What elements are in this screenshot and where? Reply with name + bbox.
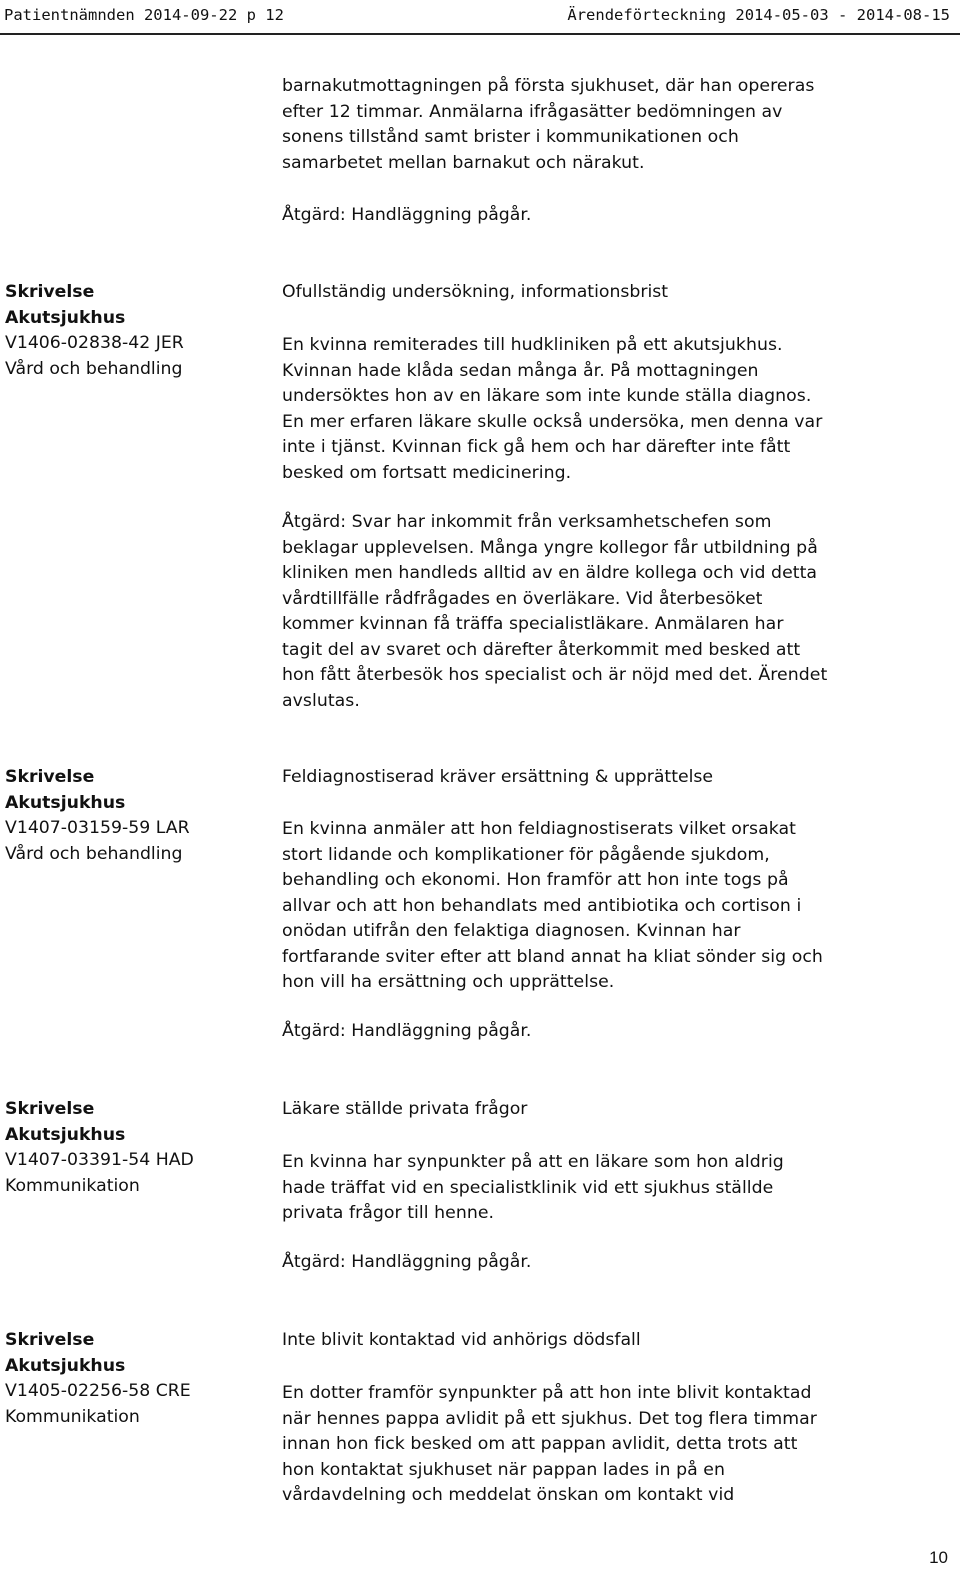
case-line: vårdavdelning och meddelat önskan om kontakt vid <box>282 1485 735 1505</box>
header-divider <box>0 33 960 35</box>
action-line: tagit del av svaret och därefter återkommit med besked att <box>282 639 801 660</box>
case-action <box>282 510 932 714</box>
case-type: Skrivelse <box>5 282 95 302</box>
case-line: En kvinna har synpunkter på att en läkare som hon aldrig <box>282 1152 784 1172</box>
case-id: V1405-02256-58 CRE <box>5 1381 191 1401</box>
case-action: Åtgärd: Handläggning pågår. <box>282 1252 532 1272</box>
page-header <box>0 0 960 38</box>
case-description <box>282 333 932 486</box>
case-line: fortfarande sviter efter att bland annat ha kliat sönder sig och <box>282 946 823 967</box>
case-meta <box>5 765 265 867</box>
case-meta <box>5 1097 265 1199</box>
action-line: beklagar upplevelsen. Många yngre kollegor får utbildning på <box>282 537 818 558</box>
action-line: vårdtillfälle rådfrågades en överläkare. Vid återbesöket <box>282 588 763 609</box>
case-line: hon vill ha ersättning och upprättelse. <box>282 972 615 992</box>
intro-text <box>282 74 932 176</box>
action-line: hon fått återbesök hos specialist och är nöjd med det. Ärendet <box>282 665 828 685</box>
case-title: Inte blivit kontaktad vid anhörigs dödsfall <box>282 1330 641 1350</box>
intro-line: samarbetet mellan barnakut och närakut. <box>282 152 645 173</box>
intro-line: sonens tillstånd samt brister i kommunikationen och <box>282 127 739 147</box>
case-line: privata frågor till henne. <box>282 1203 495 1223</box>
case-line: stort lidande och komplikationer för pågående sjukdom, <box>282 844 770 865</box>
case-category: Kommunikation <box>5 1406 140 1427</box>
header-left: Patientnämnden 2014-09-22 p 12 <box>4 6 284 24</box>
case-line: hon kontaktat sjukhuset när pappan lades in på en <box>282 1459 725 1480</box>
intro-action: Åtgärd: Handläggning pågår. <box>282 205 532 225</box>
case-description <box>282 1150 932 1227</box>
case-line: onödan utifrån den felaktiga diagnosen. Kvinnan har <box>282 921 741 941</box>
action-line: kommer kvinnan få träffa specialistläkare. Anmälaren har <box>282 614 784 634</box>
case-type: Skrivelse <box>5 1330 95 1350</box>
intro-line: efter 12 timmar. Anmälarna ifrågasätter bedömningen av <box>282 101 783 122</box>
case-line: innan hon fick besked om att pappan avlidit, detta trots att <box>282 1434 798 1454</box>
case-line: behandling och ekonomi. Hon framför att hon inte togs på <box>282 870 789 890</box>
case-description <box>282 817 932 996</box>
case-title: Ofullständig undersökning, informationsbrist <box>282 282 669 302</box>
case-category: Vård och behandling <box>5 358 183 379</box>
case-id: V1407-03391-54 HAD <box>5 1150 194 1170</box>
case-title: Läkare ställde privata frågor <box>282 1099 528 1119</box>
case-type: Skrivelse <box>5 767 95 787</box>
intro-line: barnakutmottagningen på första sjukhuset, där han opereras <box>282 76 815 96</box>
case-line: besked om fortsatt medicinering. <box>282 462 572 483</box>
action-line: Åtgärd: Svar har inkommit från verksamhetschefen som <box>282 512 772 532</box>
case-category: Kommunikation <box>5 1175 140 1196</box>
case-category: Vård och behandling <box>5 843 183 864</box>
action-line: kliniken men handleds alltid av en äldre kollega och vid detta <box>282 563 818 583</box>
case-meta <box>5 1328 265 1430</box>
case-title: Feldiagnostiserad kräver ersättning & upprättelse <box>282 767 714 787</box>
case-line: hade träffat vid en specialistklinik vid ett sjukhus ställde <box>282 1177 774 1198</box>
case-meta <box>5 280 265 382</box>
case-line: Kvinnan hade klåda sedan många år. På mottagningen <box>282 360 759 381</box>
case-id: V1407-03159-59 LAR <box>5 818 190 838</box>
case-line: En kvinna anmäler att hon feldiagnostiserats vilket orsakat <box>282 819 796 839</box>
case-line: En mer erfaren läkare skulle också undersöka, men denna var <box>282 411 823 432</box>
page-number: 10 <box>929 1548 948 1567</box>
case-unit: Akutsjukhus <box>5 1124 126 1145</box>
case-line: när hennes pappa avlidit på ett sjukhus. Det tog flera timmar <box>282 1408 817 1429</box>
case-type: Skrivelse <box>5 1099 95 1119</box>
case-unit: Akutsjukhus <box>5 1355 126 1376</box>
case-line: En dotter framför synpunkter på att hon inte blivit kontaktad <box>282 1383 812 1403</box>
case-unit: Akutsjukhus <box>5 792 126 813</box>
case-line: En kvinna remiterades till hudkliniken på ett akutsjukhus. <box>282 335 783 355</box>
case-line: inte i tjänst. Kvinnan fick gå hem och har därefter inte fått <box>282 437 791 457</box>
case-line: allvar och att hon behandlats med antibiotika och cortison i <box>282 895 802 916</box>
case-action: Åtgärd: Handläggning pågår. <box>282 1021 532 1041</box>
header-right: Ärendeförteckning 2014-05-03 - 2014-08-15 <box>567 6 950 24</box>
case-unit: Akutsjukhus <box>5 307 126 328</box>
case-description <box>282 1381 932 1509</box>
action-line: avslutas. <box>282 690 360 711</box>
case-id: V1406-02838-42 JER <box>5 333 184 353</box>
case-line: undersöktes hon av en läkare som inte kunde ställa diagnos. <box>282 386 812 406</box>
